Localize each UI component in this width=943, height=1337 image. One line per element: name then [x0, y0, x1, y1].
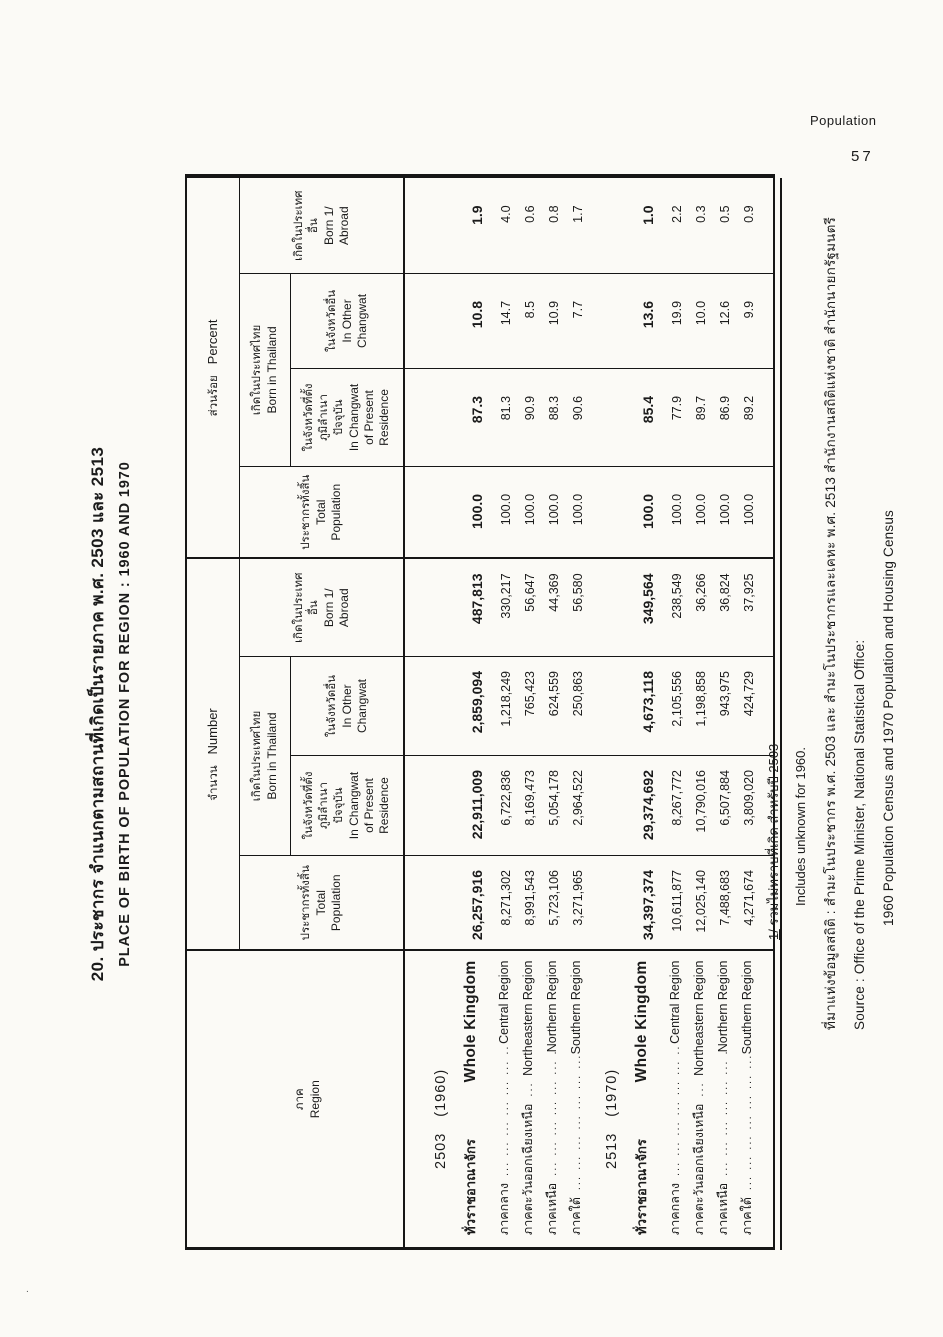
region-cell [494, 952, 518, 1248]
number-cell: 424,729 [737, 657, 761, 756]
in-changwat-header-percent: ในจังหวัดที่ตั้ง ภูมิลำเนา ปัจจุบัน In Changwat of Present Residence [291, 368, 405, 466]
percent-cell: 14.7 [494, 273, 518, 368]
percent-cell: 100.0 [713, 466, 737, 558]
number-cell: 2,859,094 [460, 657, 494, 756]
dot-leaders [523, 1076, 535, 1104]
percent-cell: 100.0 [665, 466, 689, 558]
region-cell [518, 952, 542, 1248]
total-population-header-number: ประชากรทั้งสิ้น Total Population [240, 856, 405, 951]
in-changwat-header-number: ในจังหวัดที่ตั้ง ภูมิลำเนา ปัจจุบัน In Changwat of Present Residence [291, 756, 405, 856]
number-cell: 3,271,965 [566, 856, 590, 951]
footnote-thai: 1/ รวมไม่ทราบที่เกิด สำหรับปี 2503 [766, 743, 781, 940]
number-cell: 10,790,016 [689, 756, 713, 856]
spacer-row [404, 176, 433, 1248]
group-header-row [186, 176, 240, 1248]
dot-leaders [670, 1044, 682, 1183]
percent-cell: 0.8 [542, 176, 566, 273]
number-cell: 7,488,683 [713, 856, 737, 951]
region-cell [542, 952, 566, 1248]
page-number: 57 [851, 148, 874, 165]
percent-cell: 100.0 [737, 466, 761, 558]
number-cell: 12,025,140 [689, 856, 713, 951]
number-cell: 2,105,556 [665, 657, 689, 756]
spacer-row [761, 176, 774, 1248]
table-body [404, 176, 774, 1248]
region-label-thai: ทั่วราชอาณาจักร [634, 1139, 649, 1235]
number-cell: 3,809,020 [737, 756, 761, 856]
number-cell: 624,559 [542, 657, 566, 756]
table-row [566, 176, 590, 1248]
region-label-thai: ภาคเหนือ [545, 1182, 559, 1235]
number-group-header: จำนวน Number [186, 558, 240, 950]
percent-cell: 0.9 [737, 176, 761, 273]
region-cell [737, 952, 761, 1248]
region-label-thai: ภาคตะวันออกเฉียงเหนือ [521, 1103, 535, 1235]
dot-leaders [694, 1076, 706, 1104]
number-cell: 37,925 [737, 558, 761, 656]
source-note [816, 217, 903, 1030]
born-abroad-header-number: เกิดในประเทศ อื่น Born 1/ Abroad [240, 558, 405, 656]
source-english-line2: 1960 Population Census and 1970 Population and Housing Census [881, 509, 896, 926]
number-cell: 487,813 [460, 558, 494, 656]
section-header-row [433, 176, 460, 1248]
percent-group-header: ส่วนร้อย Percent [186, 176, 240, 558]
percent-cell: 4.0 [494, 176, 518, 273]
number-cell: 34,397,374 [631, 856, 665, 951]
percent-cell: 89.7 [689, 368, 713, 466]
number-cell: 349,564 [631, 558, 665, 656]
percent-cell: 77.9 [665, 368, 689, 466]
footnote-english: Includes unknown for 1960. [793, 747, 808, 906]
percent-cell: 9.9 [737, 273, 761, 368]
table-row [460, 176, 494, 1248]
number-cell: 22,911,009 [460, 756, 494, 856]
percent-cell: 90.6 [566, 368, 590, 466]
percent-cell: 10.9 [542, 273, 566, 368]
number-cell: 5,054,178 [542, 756, 566, 856]
region-label-english: Southern Region [569, 960, 583, 1055]
number-cell: 56,647 [518, 558, 542, 656]
region-cell [460, 952, 494, 1248]
percent-cell: 10.8 [460, 273, 494, 368]
percent-cell: 8.5 [518, 273, 542, 368]
number-cell: 29,374,692 [631, 756, 665, 856]
footnote-marker: 1/ [766, 929, 781, 940]
statistics-table [185, 174, 775, 1250]
number-cell: 2,964,522 [566, 756, 590, 856]
dot-leaders [547, 1052, 559, 1183]
section-year-label: 2503 (1960) [433, 1068, 449, 1169]
table-row [631, 176, 665, 1248]
table-row [737, 176, 761, 1248]
region-column-header: ภาค Region [186, 951, 404, 1249]
number-cell: 26,257,916 [460, 856, 494, 951]
number-cell: 8,271,302 [494, 856, 518, 951]
table-row [518, 176, 542, 1248]
other-changwat-header-number: ในจังหวัดอื่น In Other Changwat [291, 657, 405, 756]
percent-cell: 88.3 [542, 368, 566, 466]
percent-cell: 86.9 [713, 368, 737, 466]
percent-cell: 100.0 [631, 466, 665, 558]
table-title-english: PLACE OF BIRTH OF POPULATION FOR REGION : 1960 AND 1970 [117, 461, 133, 967]
section-header-row [604, 176, 631, 1248]
percent-cell: 87.3 [460, 368, 494, 466]
percent-cell: 100.0 [566, 466, 590, 558]
table-row [542, 176, 566, 1248]
percent-cell: 12.6 [713, 273, 737, 368]
region-label-english: Northern Region [545, 960, 559, 1053]
region-cell [713, 952, 737, 1248]
statistics-table-wrap [185, 178, 782, 1250]
region-cell [689, 952, 713, 1248]
number-cell: 36,824 [713, 558, 737, 656]
number-cell: 6,722,836 [494, 756, 518, 856]
number-cell: 44,369 [542, 558, 566, 656]
region-label-english: Central Region [497, 960, 511, 1044]
number-cell: 250,863 [566, 657, 590, 756]
number-cell: 1,218,249 [494, 657, 518, 756]
percent-cell: 2.2 [665, 176, 689, 273]
section-year-label: 2513 (1970) [604, 1068, 620, 1169]
table-row [494, 176, 518, 1248]
born-abroad-header-percent: เกิดในประเทศ อื่น Born 1/ Abroad [240, 176, 405, 273]
dot-leaders [571, 1054, 583, 1197]
region-cell [665, 952, 689, 1248]
region-label-thai: ภาคตะวันออกเฉียงเหนือ [692, 1103, 706, 1235]
dot-leaders [499, 1044, 511, 1183]
page-header: Population [810, 113, 877, 128]
region-label-english: Northeastern Region [521, 960, 535, 1076]
number-cell: 4,271,674 [737, 856, 761, 951]
region-cell [631, 952, 665, 1248]
region-label-thai: ภาคใต้ [569, 1197, 583, 1235]
footnote [760, 744, 814, 940]
table-row [665, 176, 689, 1248]
born-in-thailand-header-percent: เกิดในประเทศไทย Born in Thailand [240, 273, 291, 466]
region-label-english: Whole Kingdom [462, 960, 479, 1083]
region-label-thai: ภาคกลาง [497, 1183, 511, 1235]
percent-cell: 89.2 [737, 368, 761, 466]
percent-cell: 1.7 [566, 176, 590, 273]
number-cell: 10,611,877 [665, 856, 689, 951]
percent-cell: 81.3 [494, 368, 518, 466]
spacer-row [590, 176, 604, 1248]
rotated-table-area [60, 150, 910, 1300]
dot-leaders [742, 1054, 754, 1197]
region-cell [566, 952, 590, 1248]
percent-cell: 100.0 [494, 466, 518, 558]
percent-cell: 100.0 [689, 466, 713, 558]
number-cell: 6,507,884 [713, 756, 737, 856]
percent-cell: 85.4 [631, 368, 665, 466]
number-cell: 56,580 [566, 558, 590, 656]
other-changwat-header-percent: ในจังหวัดอื่น In Other Changwat [291, 273, 405, 368]
born-in-thailand-header-number: เกิดในประเทศไทย Born in Thailand [240, 657, 291, 856]
dot-leaders [718, 1052, 730, 1183]
number-cell: 4,673,118 [631, 657, 665, 756]
number-cell: 238,549 [665, 558, 689, 656]
number-cell: 8,991,543 [518, 856, 542, 951]
percent-cell: 13.6 [631, 273, 665, 368]
number-cell: 1,198,858 [689, 657, 713, 756]
number-cell: 943,975 [713, 657, 737, 756]
region-label-english: Central Region [668, 960, 682, 1044]
region-label-english: Southern Region [740, 960, 754, 1055]
table-row [689, 176, 713, 1248]
table-row [713, 176, 737, 1248]
percent-cell: 0.5 [713, 176, 737, 273]
region-label-english: Northern Region [716, 960, 730, 1053]
percent-cell: 1.9 [460, 176, 494, 273]
number-cell: 36,266 [689, 558, 713, 656]
percent-cell: 100.0 [460, 466, 494, 558]
source-english-line1: Source : Office of the Prime Minister, National Statistical Office: [852, 639, 867, 1030]
percent-cell: 90.9 [518, 368, 542, 466]
source-thai: ที่มาแห่งข้อมูลสถิติ : สำมะโนประชากร พ.ศ. 2503 และ สำมะโนประชากรและเคหะ พ.ศ. 2513 สำนักงานสถิติแห่งชาติ สำนักนายกรัฐมนตรี [823, 216, 838, 1030]
number-cell: 330,217 [494, 558, 518, 656]
total-population-header-percent: ประชากรทั้งสิ้น Total Population [240, 466, 405, 558]
number-cell: 5,723,106 [542, 856, 566, 951]
percent-cell: 7.7 [566, 273, 590, 368]
percent-cell: 10.0 [689, 273, 713, 368]
percent-cell: 100.0 [542, 466, 566, 558]
percent-cell: 19.9 [665, 273, 689, 368]
region-label-thai: ภาคกลาง [668, 1183, 682, 1235]
table-title-thai: 20. ประชากร จำแนกตามสถานที่เกิดเป็นรายภาค พ.ศ. 2503 และ 2513 [88, 446, 107, 982]
number-cell: 8,267,772 [665, 756, 689, 856]
number-cell: 8,169,473 [518, 756, 542, 856]
scan-artifact-dot: . [26, 1284, 29, 1295]
percent-cell: 0.3 [689, 176, 713, 273]
percent-cell: 0.6 [518, 176, 542, 273]
region-label-thai: ภาคเหนือ [716, 1182, 730, 1235]
percent-cell: 1.0 [631, 176, 665, 273]
region-label-english: Whole Kingdom [633, 960, 650, 1083]
number-cell: 765,423 [518, 657, 542, 756]
region-label-english: Northeastern Region [692, 960, 706, 1076]
percent-cell: 100.0 [518, 466, 542, 558]
region-label-thai: ทั่วราชอาณาจักร [463, 1139, 478, 1235]
table-title [84, 178, 133, 1250]
region-label-thai: ภาคใต้ [740, 1197, 754, 1235]
